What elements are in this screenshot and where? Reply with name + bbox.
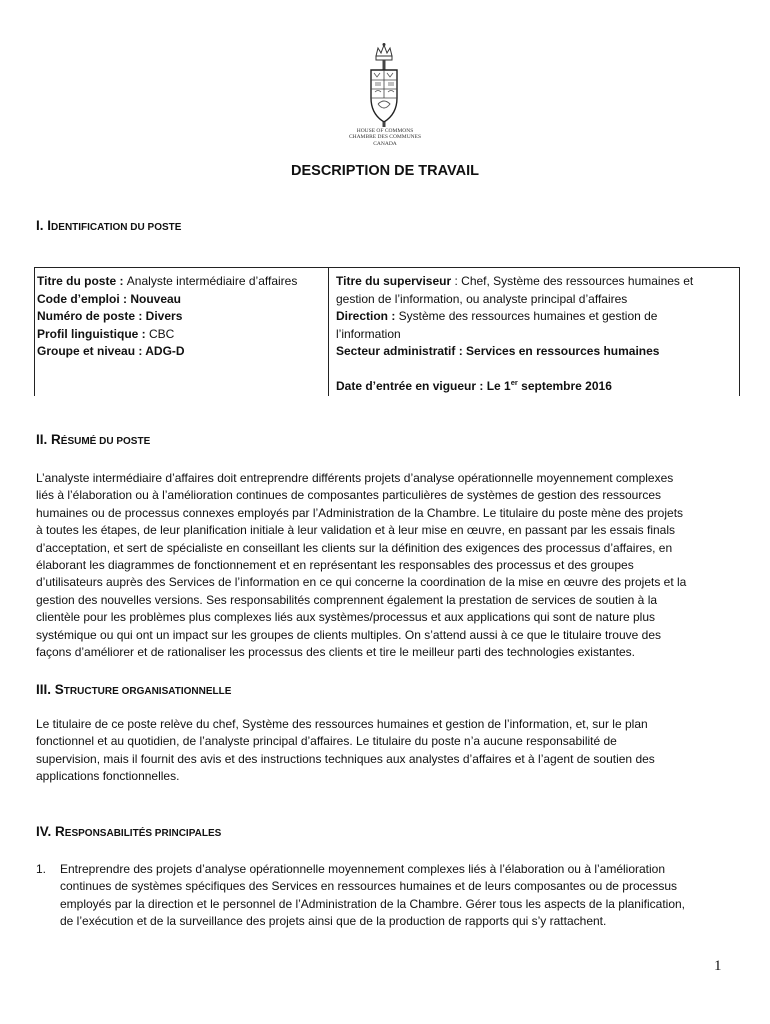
job-code-row: Code d’emploi : Nouveau [37, 291, 182, 306]
direction-row: Direction : Système des ressources humaines et gestion de [336, 309, 658, 324]
section-number: III. [36, 682, 52, 697]
text-line: systémique ou qui ont un impact sur les groupes de clients multiples. On s’attend aussi à ce que le titulaire trouve des [36, 627, 662, 642]
text-line: façons d’améliorer et de rationaliser les processus des clients et tire le meilleur parti des technologies existantes. [36, 645, 635, 660]
language-profile-row: Profil linguistique : CBC [37, 326, 175, 341]
identification-right-column [336, 273, 734, 396]
text-line: d’acceptation, et sert de spécialiste en conseillant les clients sur la définition des exigences des processus d’affaires, en [36, 540, 673, 555]
text-line: L’analyste intermédiaire d’affaires doit entreprendre différents projets d’analyse opérationnelle moyennement complexes [36, 471, 674, 485]
identification-left-column [37, 273, 325, 361]
document-title: DESCRIPTION DE TRAVAIL [291, 163, 479, 179]
section-number: I. [36, 218, 44, 233]
effective-date-row: Date d’entrée en vigueur : Le 1er septembre 2016 [336, 377, 612, 393]
org-line: HOUSE OF COMMONS [356, 128, 414, 134]
section-heading-initial: R [55, 824, 65, 839]
section-number: IV. [36, 824, 52, 839]
table-divider [328, 268, 329, 396]
section-heading-initial: S [54, 682, 64, 697]
group-level-row: Groupe et niveau : ADG-D [37, 344, 185, 359]
organizational-structure-paragraph [36, 716, 736, 786]
text-line: à toutes les étapes, de leur planification initiale à leur validation et à leur mise en œuvre, en passant par les essais finals [36, 523, 676, 538]
text-line: élaborant les diagrammes de fonctionnement et en représentant les responsables des processus et des groupes [36, 558, 634, 573]
section-heading-identification [36, 218, 181, 233]
text-line: continues de systèmes spécifiques des Services en ressources humaines et de leurs composantes ou de processus [60, 879, 677, 894]
text-line: employés par la direction et le personnel de l’Administration de la Chambre. Gérer tous les aspects de la planification, [60, 896, 685, 911]
section-heading-rest: TRUCTURE ORGANISATIONNELLE [63, 686, 232, 697]
text-line: Le titulaire de ce poste relève du chef, Système des ressources humaines et gestion de l’information, et, sur le plan [36, 717, 648, 731]
text-line: liés à l’élaboration ou à l’amélioration continues de composantes particulières de systèmes de gestion des ressources [36, 488, 662, 503]
section-heading-summary [36, 432, 150, 447]
administrative-sector-row: Secteur administratif : Services en ressources humaines [336, 344, 660, 359]
section-heading-rest: DENTIFICATION DU POSTE [51, 222, 182, 233]
identification-table [34, 267, 740, 396]
text-line: fonctionnel et au quotidien, de l’analyste principal d’affaires. Le titulaire du poste n’a aucune responsabilité de [36, 734, 617, 749]
text-line: d’utilisateurs auprès des Services de l’information en ce qui concerne la coordination de la mise en œuvre des projets et la [36, 575, 687, 590]
summary-paragraph [36, 470, 736, 661]
section-heading-rest: ÉSUMÉ DU POSTE [60, 436, 151, 447]
section-number: II. [36, 432, 48, 447]
page-number: 1 [714, 958, 722, 974]
org-line: CHAMBRE DES COMMUNES [348, 134, 422, 141]
org-line: CANADA [373, 140, 397, 147]
section-heading-organizational-structure [36, 682, 231, 697]
section-heading-rest: ESPONSABILITÉS PRINCIPALES [64, 828, 222, 839]
text-line: Entreprendre des projets d’analyse opérationnelle moyennement complexes liés à l’élaboration ou à l’amélioration [60, 862, 666, 876]
list-item-text [60, 861, 740, 931]
text-line: supervision, mais il fournit des avis et des instructions techniques aux analystes d’affaires et à l’agent de soutien des [36, 751, 655, 766]
supervisor-row-continued: gestion de l’information, ou analyste principal d’affaires [336, 291, 628, 306]
job-title-row: Titre du poste : Analyste intermédiaire d’affaires [37, 274, 298, 288]
direction-row-continued: l’information [336, 326, 401, 341]
list-marker: 1. [36, 862, 47, 876]
organization-name [330, 128, 440, 147]
supervisor-row: Titre du superviseur : Chef, Système des ressources humaines et [336, 274, 694, 288]
text-line: gestion des nouvelles versions. Ses responsabilités comprennent également la prestation de services de soutien à la [36, 592, 658, 607]
text-line: de l’exécution et de la surveillance des projets ainsi que de la production de rapports qui s’y rattachent. [60, 914, 607, 929]
section-heading-main-responsibilities [36, 824, 221, 839]
text-line: clientèle pour les problèmes plus complexes liés aux systèmes/processus et aux applications qui sont de nature plus [36, 610, 655, 625]
position-number-row: Numéro de poste : Divers [37, 309, 183, 324]
text-line: humaines ou de processus connexes employés par l’Administration de la Chambre. Le titulaire du poste mène des projets [36, 505, 684, 520]
text-line: applications fonctionnelles. [36, 769, 180, 784]
section-heading-initial: R [51, 432, 61, 447]
section-heading-initial: I [47, 218, 52, 233]
